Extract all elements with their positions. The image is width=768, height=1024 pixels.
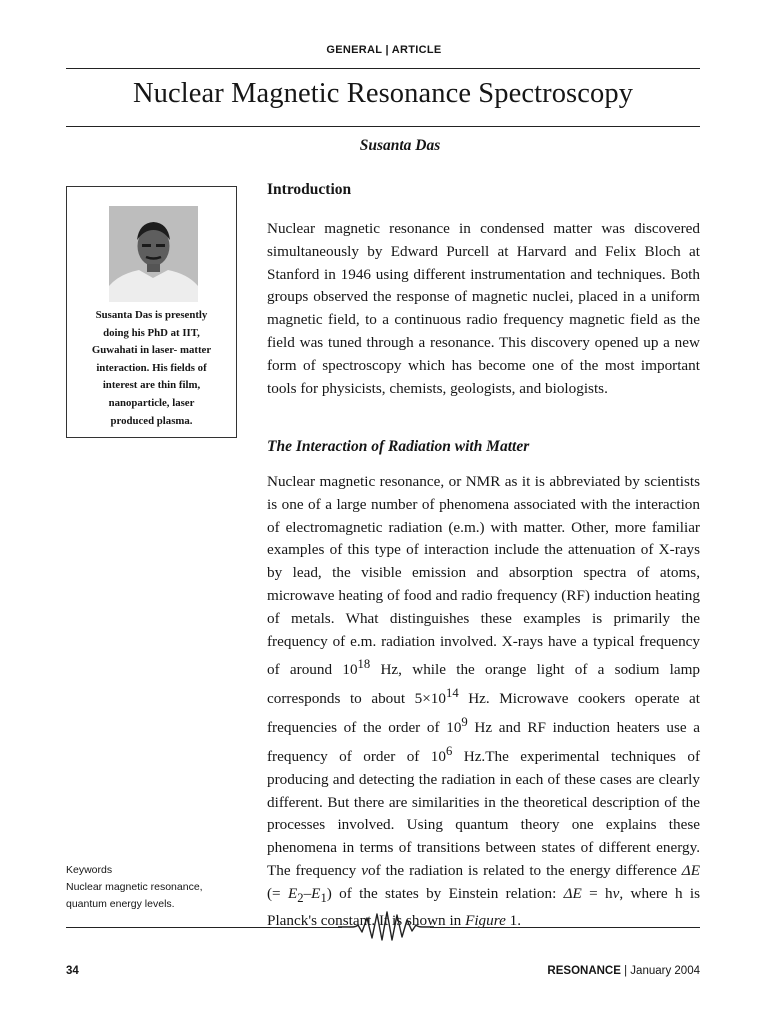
footer-rule-left bbox=[66, 927, 342, 928]
journal-issue bbox=[547, 965, 700, 977]
resonance-wave-icon bbox=[338, 910, 434, 944]
section-heading-introduction: Introduction bbox=[267, 181, 352, 198]
bio-line: doing his PhD at IIT, bbox=[103, 326, 200, 339]
journal-name: RESONANCE bbox=[547, 965, 621, 977]
keywords-line: Nuclear magnetic resonance, bbox=[66, 881, 203, 893]
keywords-box bbox=[66, 862, 256, 913]
introduction-paragraph: Nuclear magnetic resonance in condensed matter was discovered simultaneously by Edward Purcell at Harvard and Felix Bloch at Stanford in 1946 using different instrumentation and techniques. Both groups observed the response of magnetic nuclei, placed in a uniform magnetic field, to a continuous radio frequency magnetic field as the field was tuned through a resonance. This discovery opened up a new form of spectroscopy which has become one of the most important tools for physicists, chemists, geologists, and biologists. bbox=[267, 220, 700, 397]
bio-line: interaction. His fields of bbox=[96, 361, 207, 374]
keywords-title: Keywords bbox=[66, 864, 113, 876]
article-title: Nuclear Magnetic Resonance Spectroscopy bbox=[132, 78, 634, 109]
bio-line: produced plasma. bbox=[110, 414, 193, 427]
journal-separator: | bbox=[620, 965, 631, 977]
section-heading-interaction: The Interaction of Radiation with Matter bbox=[267, 438, 530, 455]
author-photo bbox=[109, 206, 198, 302]
keywords-line: quantum energy levels. bbox=[66, 898, 175, 910]
author-bio-box bbox=[66, 186, 237, 438]
author-bio bbox=[71, 307, 232, 430]
author-portrait-icon bbox=[109, 206, 198, 302]
bio-line: Guwahati in laser- matter bbox=[91, 344, 212, 357]
bio-line: interest are thin film, bbox=[102, 379, 201, 392]
top-rule bbox=[66, 68, 700, 69]
page-number: 34 bbox=[66, 965, 79, 977]
author-name: Susanta Das bbox=[359, 137, 441, 154]
footer-rule-right bbox=[430, 927, 700, 928]
title-bottom-rule bbox=[66, 126, 700, 127]
interaction-paragraph: Nuclear magnetic resonance, or NMR as it is abbreviated by scientists is one of a large number of phenomena associated with the interaction of electromagnetic radiation (e.m.) with matter. Other, more familiar examples of this type of interaction include the attenuation of X-rays by lead, the visible emission and absorption spectra of atoms, microwave heating of food and radio frequency (RF) induction heating of metals. What distinguishes these examples is primarily the frequency of e.m. radiation involved. X-rays have a typical frequency of around $10^{18}$ Hz, while the orange light of a sodium lamp corresponds to about $5\times 10^{14}$ Hz. Microwave cookers operate at frequencies of the order of $10^9$ Hz and RF induction heaters use a frequency of order of $10^6$ Hz.The experimental techniques of producing and detecting the radiation in each of these cases are clearly different. But there are similarities in the theoretical description of the processes involved. Using quantum theory one explains these phenomena in terms of transitions between states of different energy. The frequency νof the radiation is related to the energy difference ΔE (= $E_2-E_1$) of the states by Einstein relation: ΔE = hν, where h is Planck's constant. It is shown in Figure 1. bbox=[267, 473, 701, 929]
bio-line: Susanta Das is presently bbox=[95, 309, 208, 321]
issue-date: January 2004 bbox=[630, 965, 700, 977]
section-label: GENERAL | ARTICLE bbox=[326, 44, 442, 56]
bio-line: nanoparticle, laser bbox=[108, 396, 195, 409]
